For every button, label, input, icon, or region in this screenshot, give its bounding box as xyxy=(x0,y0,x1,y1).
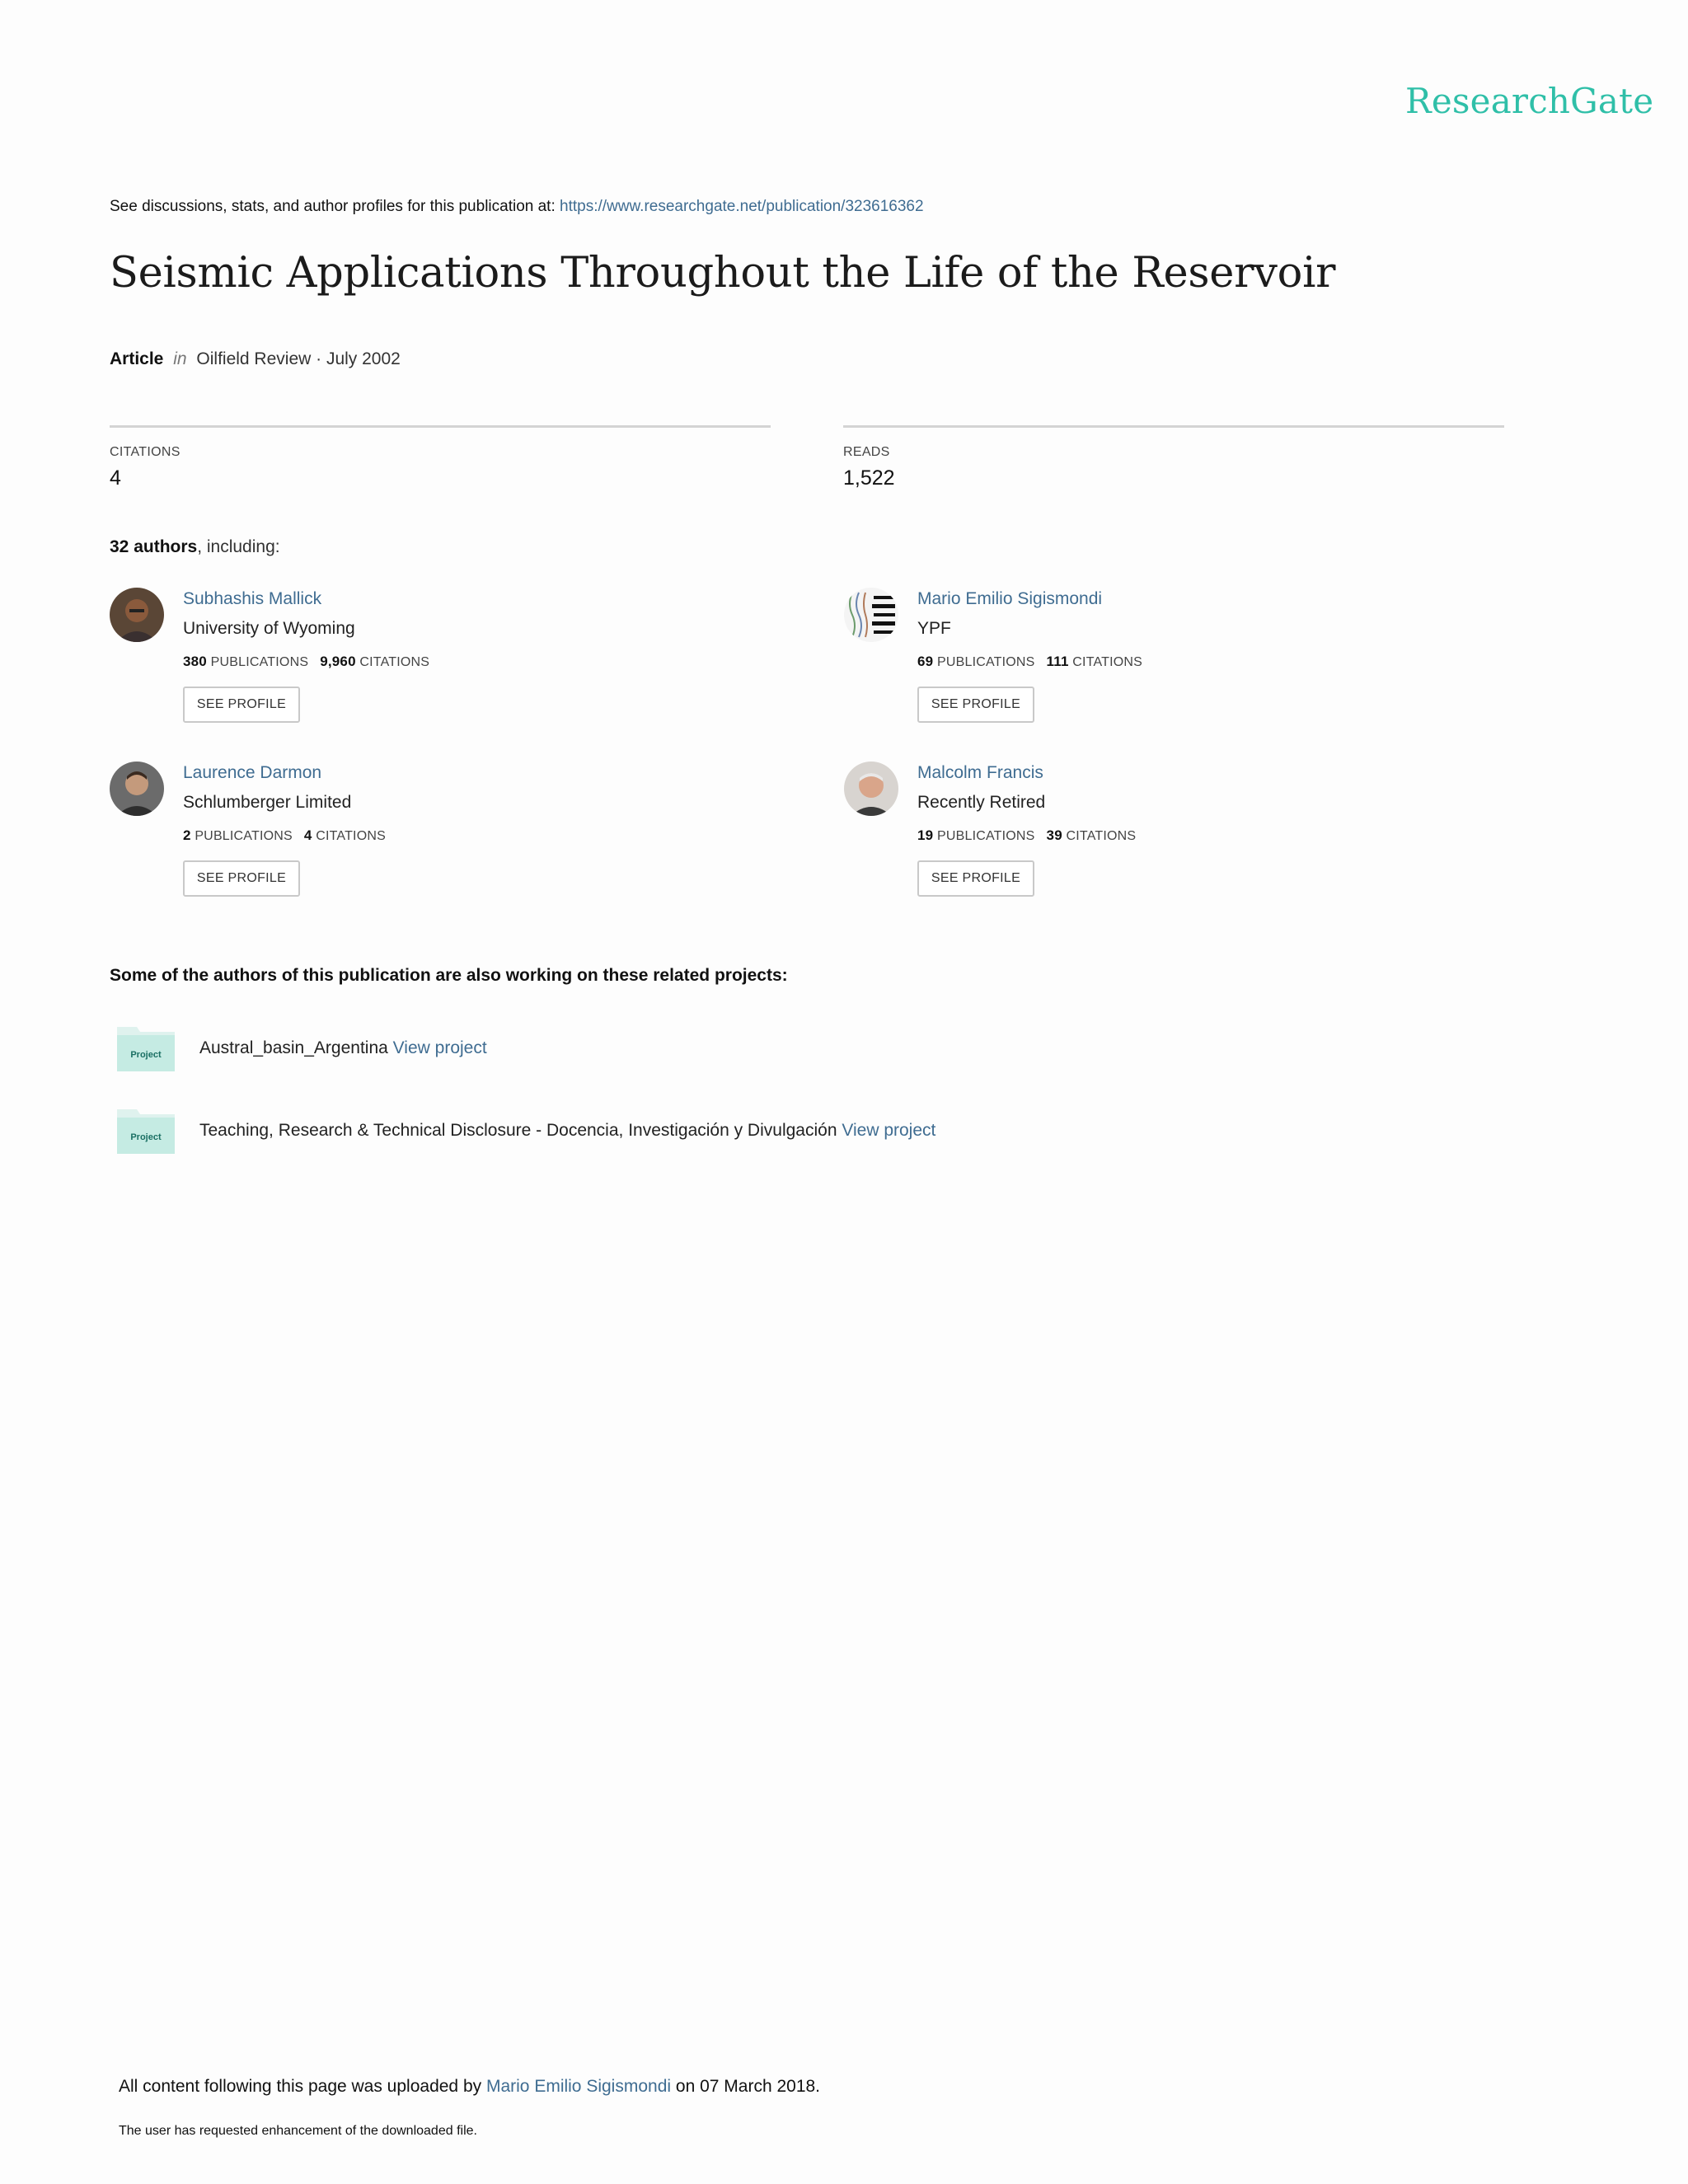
project-folder-icon xyxy=(115,1106,176,1155)
citations-label: CITATIONS xyxy=(316,829,386,843)
author-stats xyxy=(917,827,1136,844)
researchgate-logo[interactable]: ResearchGate xyxy=(1405,81,1654,121)
author-card xyxy=(110,588,753,752)
authors-suffix: , including: xyxy=(197,537,280,556)
author-institution: University of Wyoming xyxy=(183,619,355,638)
enhancement-note: The user has requested enhancement of the downloaded file. xyxy=(119,2124,477,2138)
author-name-link[interactable]: Subhashis Mallick xyxy=(183,589,322,608)
see-profile-button[interactable]: SEE PROFILE xyxy=(183,687,300,723)
upload-prefix: All content following this page was uploaded by xyxy=(119,2077,482,2096)
publications-label: PUBLICATIONS xyxy=(936,829,1035,843)
project-name: Austral_basin_Argentina xyxy=(199,1038,388,1057)
citations-label: CITATIONS xyxy=(359,655,430,669)
page-title: Seismic Applications Throughout the Life of the Reservoir xyxy=(110,249,1336,298)
view-project-link[interactable]: View project xyxy=(392,1038,487,1057)
author-card xyxy=(110,762,753,926)
authors-count: 32 authors xyxy=(110,537,198,556)
reads-label: READS xyxy=(843,445,890,459)
project-icon-label: Project xyxy=(130,1132,162,1142)
author-name-link[interactable]: Laurence Darmon xyxy=(183,763,322,782)
citations-label: CITATIONS xyxy=(110,445,181,459)
project-row xyxy=(115,1024,1104,1073)
reads-count: 1,522 xyxy=(843,466,895,490)
source-line xyxy=(110,198,924,216)
project-folder-icon xyxy=(115,1024,176,1073)
author-stats xyxy=(917,654,1142,670)
reads-divider xyxy=(843,425,1504,428)
view-project-link[interactable]: View project xyxy=(842,1121,936,1140)
upload-suffix: on 07 March 2018. xyxy=(675,2077,821,2096)
publications-count: 2 xyxy=(183,827,191,843)
publications-label: PUBLICATIONS xyxy=(210,655,309,669)
person-avatar-icon[interactable] xyxy=(110,588,164,642)
project-icon-label: Project xyxy=(130,1050,162,1060)
author-stats xyxy=(183,654,429,670)
project-row xyxy=(115,1106,1104,1155)
author-institution: Schlumberger Limited xyxy=(183,793,352,812)
publication-meta xyxy=(110,349,401,369)
citations-count: 4 xyxy=(110,466,121,490)
source-line-prefix: See discussions, stats, and author profiles for this publication at: xyxy=(110,198,556,215)
project-name: Teaching, Research & Technical Disclosure - Docencia, Investigación y Divulgación xyxy=(199,1121,837,1140)
author-stats xyxy=(183,827,386,844)
citations-label: CITATIONS xyxy=(1072,655,1143,669)
seismic-trace-avatar-icon[interactable] xyxy=(844,588,898,642)
citations-count: 9,960 xyxy=(320,654,356,669)
in-word: in xyxy=(173,349,187,368)
person-avatar-icon[interactable] xyxy=(844,762,898,816)
publications-count: 69 xyxy=(917,654,934,669)
publication-url-link[interactable]: https://www.researchgate.net/publication/323616362 xyxy=(560,198,924,215)
upload-note xyxy=(119,2077,820,2097)
author-institution: YPF xyxy=(917,619,951,638)
citations-count: 4 xyxy=(303,827,312,843)
project-item xyxy=(199,1121,935,1141)
author-name-link[interactable]: Mario Emilio Sigismondi xyxy=(917,589,1103,608)
citations-count: 111 xyxy=(1046,654,1069,669)
person-avatar-icon[interactable] xyxy=(110,762,164,816)
author-institution: Recently Retired xyxy=(917,793,1046,812)
publications-label: PUBLICATIONS xyxy=(195,829,293,843)
venue-date: Oilfield Review · July 2002 xyxy=(196,349,401,368)
publications-count: 19 xyxy=(917,827,934,843)
publication-type: Article xyxy=(110,349,164,368)
related-projects-heading: Some of the authors of this publication are also working on these related projects: xyxy=(110,966,788,985)
publications-count: 380 xyxy=(183,654,207,669)
author-name-link[interactable]: Malcolm Francis xyxy=(917,763,1043,782)
publications-label: PUBLICATIONS xyxy=(936,655,1035,669)
see-profile-button[interactable]: SEE PROFILE xyxy=(917,687,1034,723)
uploader-link[interactable]: Mario Emilio Sigismondi xyxy=(485,2077,672,2096)
citations-divider xyxy=(110,425,771,428)
see-profile-button[interactable]: SEE PROFILE xyxy=(917,860,1034,897)
author-card xyxy=(844,762,1487,926)
project-item xyxy=(199,1038,487,1058)
citations-label: CITATIONS xyxy=(1066,829,1137,843)
authors-heading xyxy=(110,537,280,557)
citations-count: 39 xyxy=(1046,827,1062,843)
author-card xyxy=(844,588,1487,752)
see-profile-button[interactable]: SEE PROFILE xyxy=(183,860,300,897)
